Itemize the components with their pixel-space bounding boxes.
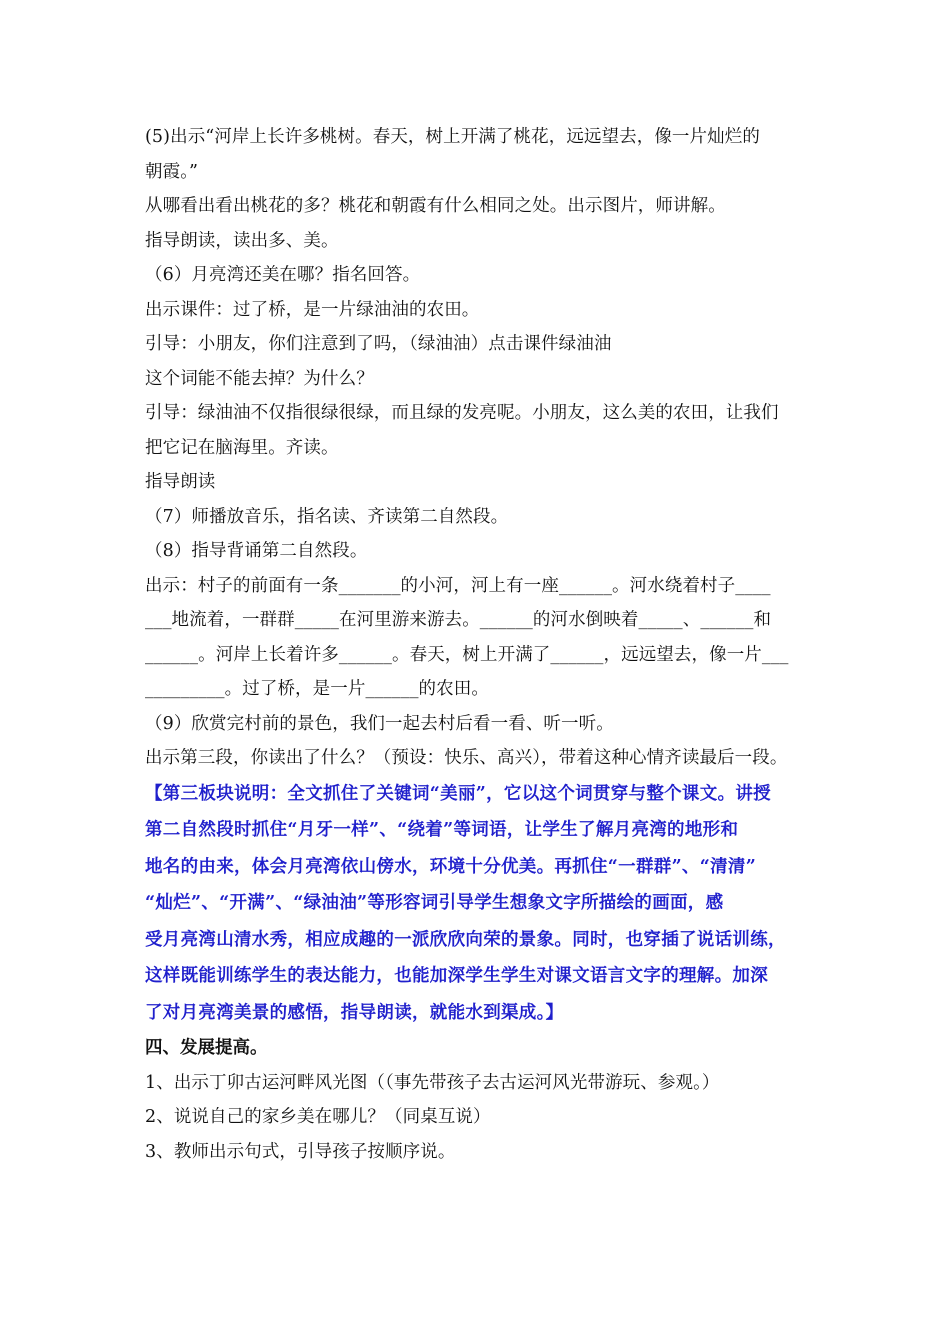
paragraph-line: 朝霞。” <box>145 161 199 182</box>
note-line: 地名的由来，体会月亮湾依山傍水，环境十分优美。再抓住“一群群”、“清清” <box>145 856 757 877</box>
paragraph-line: 把它记在脑海里。齐读。 <box>145 437 339 458</box>
fill-blank-line: _________。过了桥，是一片______的农田。 <box>145 679 489 699</box>
list-item: 3、教师出示句式，引导孩子按顺序说。 <box>145 1141 456 1162</box>
note-line: 这样既能训练学生的表达能力，也能加深学生学生对课文语言文字的理解。加深 <box>145 966 768 986</box>
note-line: 【第三板块说明：全文抓住了关键词“美丽”，它以这个词贯穿与整个课文。讲授 <box>145 783 771 804</box>
note-line: 受月亮湾山清水秀，相应成趣的一派欣欣向荣的景象。同时，也穿插了说话训练， <box>145 929 786 950</box>
paragraph-line: 这个词能不能去掉？为什么？ <box>145 368 374 389</box>
fill-blank-line: ______。河岸上长着许多______。春天，树上开满了______，远远望去，像一片___ <box>145 644 789 665</box>
note-line: 了对月亮湾美景的感悟，指导朗读，就能水到渠成。】 <box>145 1002 564 1023</box>
paragraph-line: （7）师播放音乐，指名读、齐读第二自然段。 <box>145 506 509 527</box>
list-item: 1、出示丁卯古运河畔风光图（（事先带孩子去古运河风光带游玩、参观。） <box>145 1072 720 1093</box>
fill-blank-line: 出示：村子的前面有一条_______的小河，河上有一座______。河水绕着村子____ <box>145 575 771 596</box>
paragraph-line: 出示课件：过了桥，是一片绿油油的农田。 <box>145 299 480 320</box>
fill-blank-line: ___地流着，一群群_____在河里游来游去。______的河水倒映着_____、______和 <box>145 610 772 630</box>
note-line: 第二自然段时抓住“月牙一样”、“绕着”等词语，让学生了解月亮湾的地形和 <box>145 820 739 840</box>
list-item: 2、说说自己的家乡美在哪儿？（同桌互说） <box>145 1107 491 1127</box>
paragraph-line: 引导：绿油油不仅指很绿很绿，而且绿的发亮呢。小朋友，这么美的农田，让我们 <box>145 403 779 423</box>
note-line: “灿烂”、“开满”、“绿油油”等形容词引导学生想象文字所描绘的画面，感 <box>145 893 724 913</box>
paragraph-line: （8）指导背诵第二自然段。 <box>145 541 368 561</box>
paragraph-line: 指导朗读，读出多、美。 <box>145 230 339 251</box>
paragraph-line: （6）月亮湾还美在哪？指名回答。 <box>145 265 421 285</box>
paragraph-line: 引导：小朋友，你们注意到了吗，（绿油油）点击课件绿油油 <box>145 334 612 354</box>
section-note <box>145 776 810 1032</box>
paragraph-line: 从哪看出看出桃花的多？桃花和朝霞有什么相同之处。出示图片，师讲解。 <box>145 196 726 216</box>
paragraph-line: （9）欣赏完村前的景色，我们一起去村后看一看、听一听。 <box>145 713 614 734</box>
paragraph-line: 出示第三段，你读出了什么？（预设：快乐、高兴），带着这种心情齐读最后一段。 <box>145 748 788 768</box>
section-heading: 四、发展提高。 <box>145 1038 268 1058</box>
paragraph-line: (5)出示“河岸上长许多桃树。春天，树上开满了桃花，远远望去，像一片灿烂的 <box>145 127 760 147</box>
paragraph-line: 指导朗读 <box>145 472 216 492</box>
